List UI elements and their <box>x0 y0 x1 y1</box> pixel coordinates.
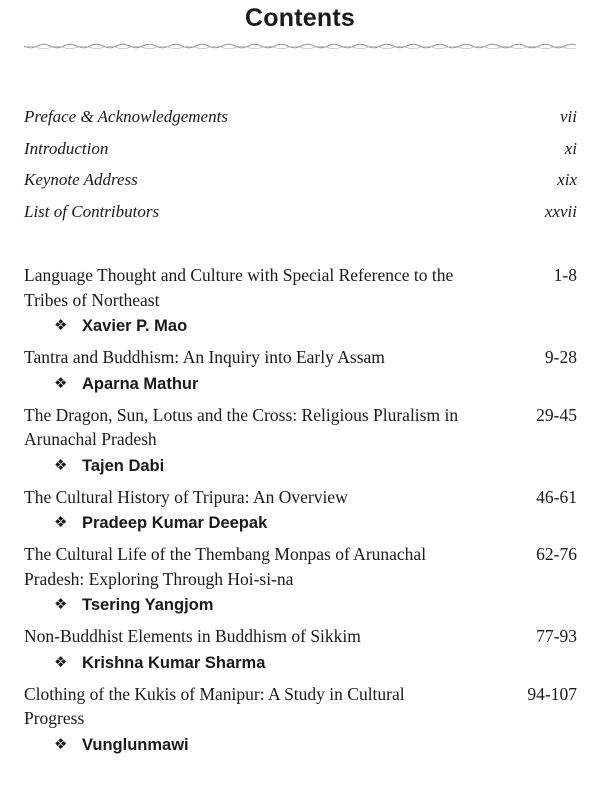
diamond-bullet-icon: ❖ <box>54 596 68 613</box>
author-name: Krishna Kumar Sharma <box>82 653 266 672</box>
chapter-author <box>54 452 577 480</box>
author-name: Vunglunmawi <box>82 735 189 754</box>
diamond-bullet-icon: ❖ <box>54 735 68 753</box>
chapter-author <box>54 509 577 537</box>
chapter-pages: 1-8 <box>553 265 577 285</box>
chapter-author <box>54 731 577 759</box>
chapter-pages: 46-61 <box>536 486 577 507</box>
diamond-bullet-icon: ❖ <box>54 374 68 392</box>
chapter-entry[interactable] <box>24 345 577 398</box>
author-name: Pradeep Kumar Deepak <box>82 514 268 532</box>
chapter-author <box>54 312 577 340</box>
front-matter-label: Preface & Acknowledgements <box>24 107 228 126</box>
chapter-entry[interactable] <box>24 485 577 538</box>
front-matter-list <box>24 107 577 233</box>
chapter-title: The Cultural Life of the Thembang Monpas of Arunachal Pradesh: Exploring Through Hoi-si-na <box>24 544 427 589</box>
author-name: Aparna Mathur <box>82 374 199 393</box>
front-matter-page: xi <box>564 138 577 158</box>
front-matter-page: vii <box>560 107 577 126</box>
chapter-title: Tantra and Buddhism: An Inquiry into Early Assam <box>24 347 385 367</box>
chapter-title: The Cultural History of Tripura: An Overview <box>24 486 348 507</box>
front-matter-label: Introduction <box>24 138 109 158</box>
author-name: Tajen Dabi <box>82 456 165 475</box>
front-matter-label: Keynote Address <box>24 170 138 189</box>
chapter-title: The Dragon, Sun, Lotus and the Cross: Religious Pluralism in Arunachal Pradesh <box>24 404 459 449</box>
diamond-bullet-icon: ❖ <box>54 456 68 474</box>
front-matter-row[interactable] <box>24 139 577 171</box>
chapter-entry[interactable] <box>24 624 577 677</box>
chapter-author <box>54 370 577 398</box>
diamond-bullet-icon: ❖ <box>54 653 68 671</box>
chapter-title: Clothing of the Kukis of Manipur: A Study in Cultural Progress <box>24 683 405 728</box>
chapter-pages: 77-93 <box>536 626 577 646</box>
front-matter-row[interactable] <box>24 202 577 234</box>
chapter-list <box>24 263 577 764</box>
chapter-pages: 62-76 <box>536 544 577 564</box>
chapter-entry[interactable] <box>24 403 577 480</box>
author-name: Tsering Yangjom <box>82 596 214 614</box>
diamond-bullet-icon: ❖ <box>54 514 68 531</box>
front-matter-label: List of Contributors <box>24 201 160 221</box>
author-name: Xavier P. Mao <box>82 317 188 335</box>
chapter-title: Language Thought and Culture with Special Reference to the Tribes of Northeast <box>24 265 454 310</box>
chapter-entry[interactable] <box>24 542 577 619</box>
front-matter-row[interactable] <box>24 170 577 202</box>
chapter-pages: 94-107 <box>527 683 577 704</box>
chapter-entry[interactable] <box>24 263 577 340</box>
chapter-pages: 9-28 <box>544 347 577 367</box>
front-matter-row[interactable] <box>24 107 577 139</box>
chapter-entry[interactable] <box>24 682 577 759</box>
page-title: Contents <box>245 4 355 32</box>
chapter-author <box>54 591 577 619</box>
title-underline-ornament <box>24 41 577 51</box>
diamond-bullet-icon: ❖ <box>54 317 68 334</box>
chapter-pages: 29-45 <box>536 404 577 425</box>
front-matter-page: xxvii <box>544 201 577 221</box>
front-matter-page: xix <box>557 170 577 189</box>
chapter-author <box>54 649 577 677</box>
chapter-title: Non-Buddhist Elements in Buddhism of Sikkim <box>24 626 361 646</box>
